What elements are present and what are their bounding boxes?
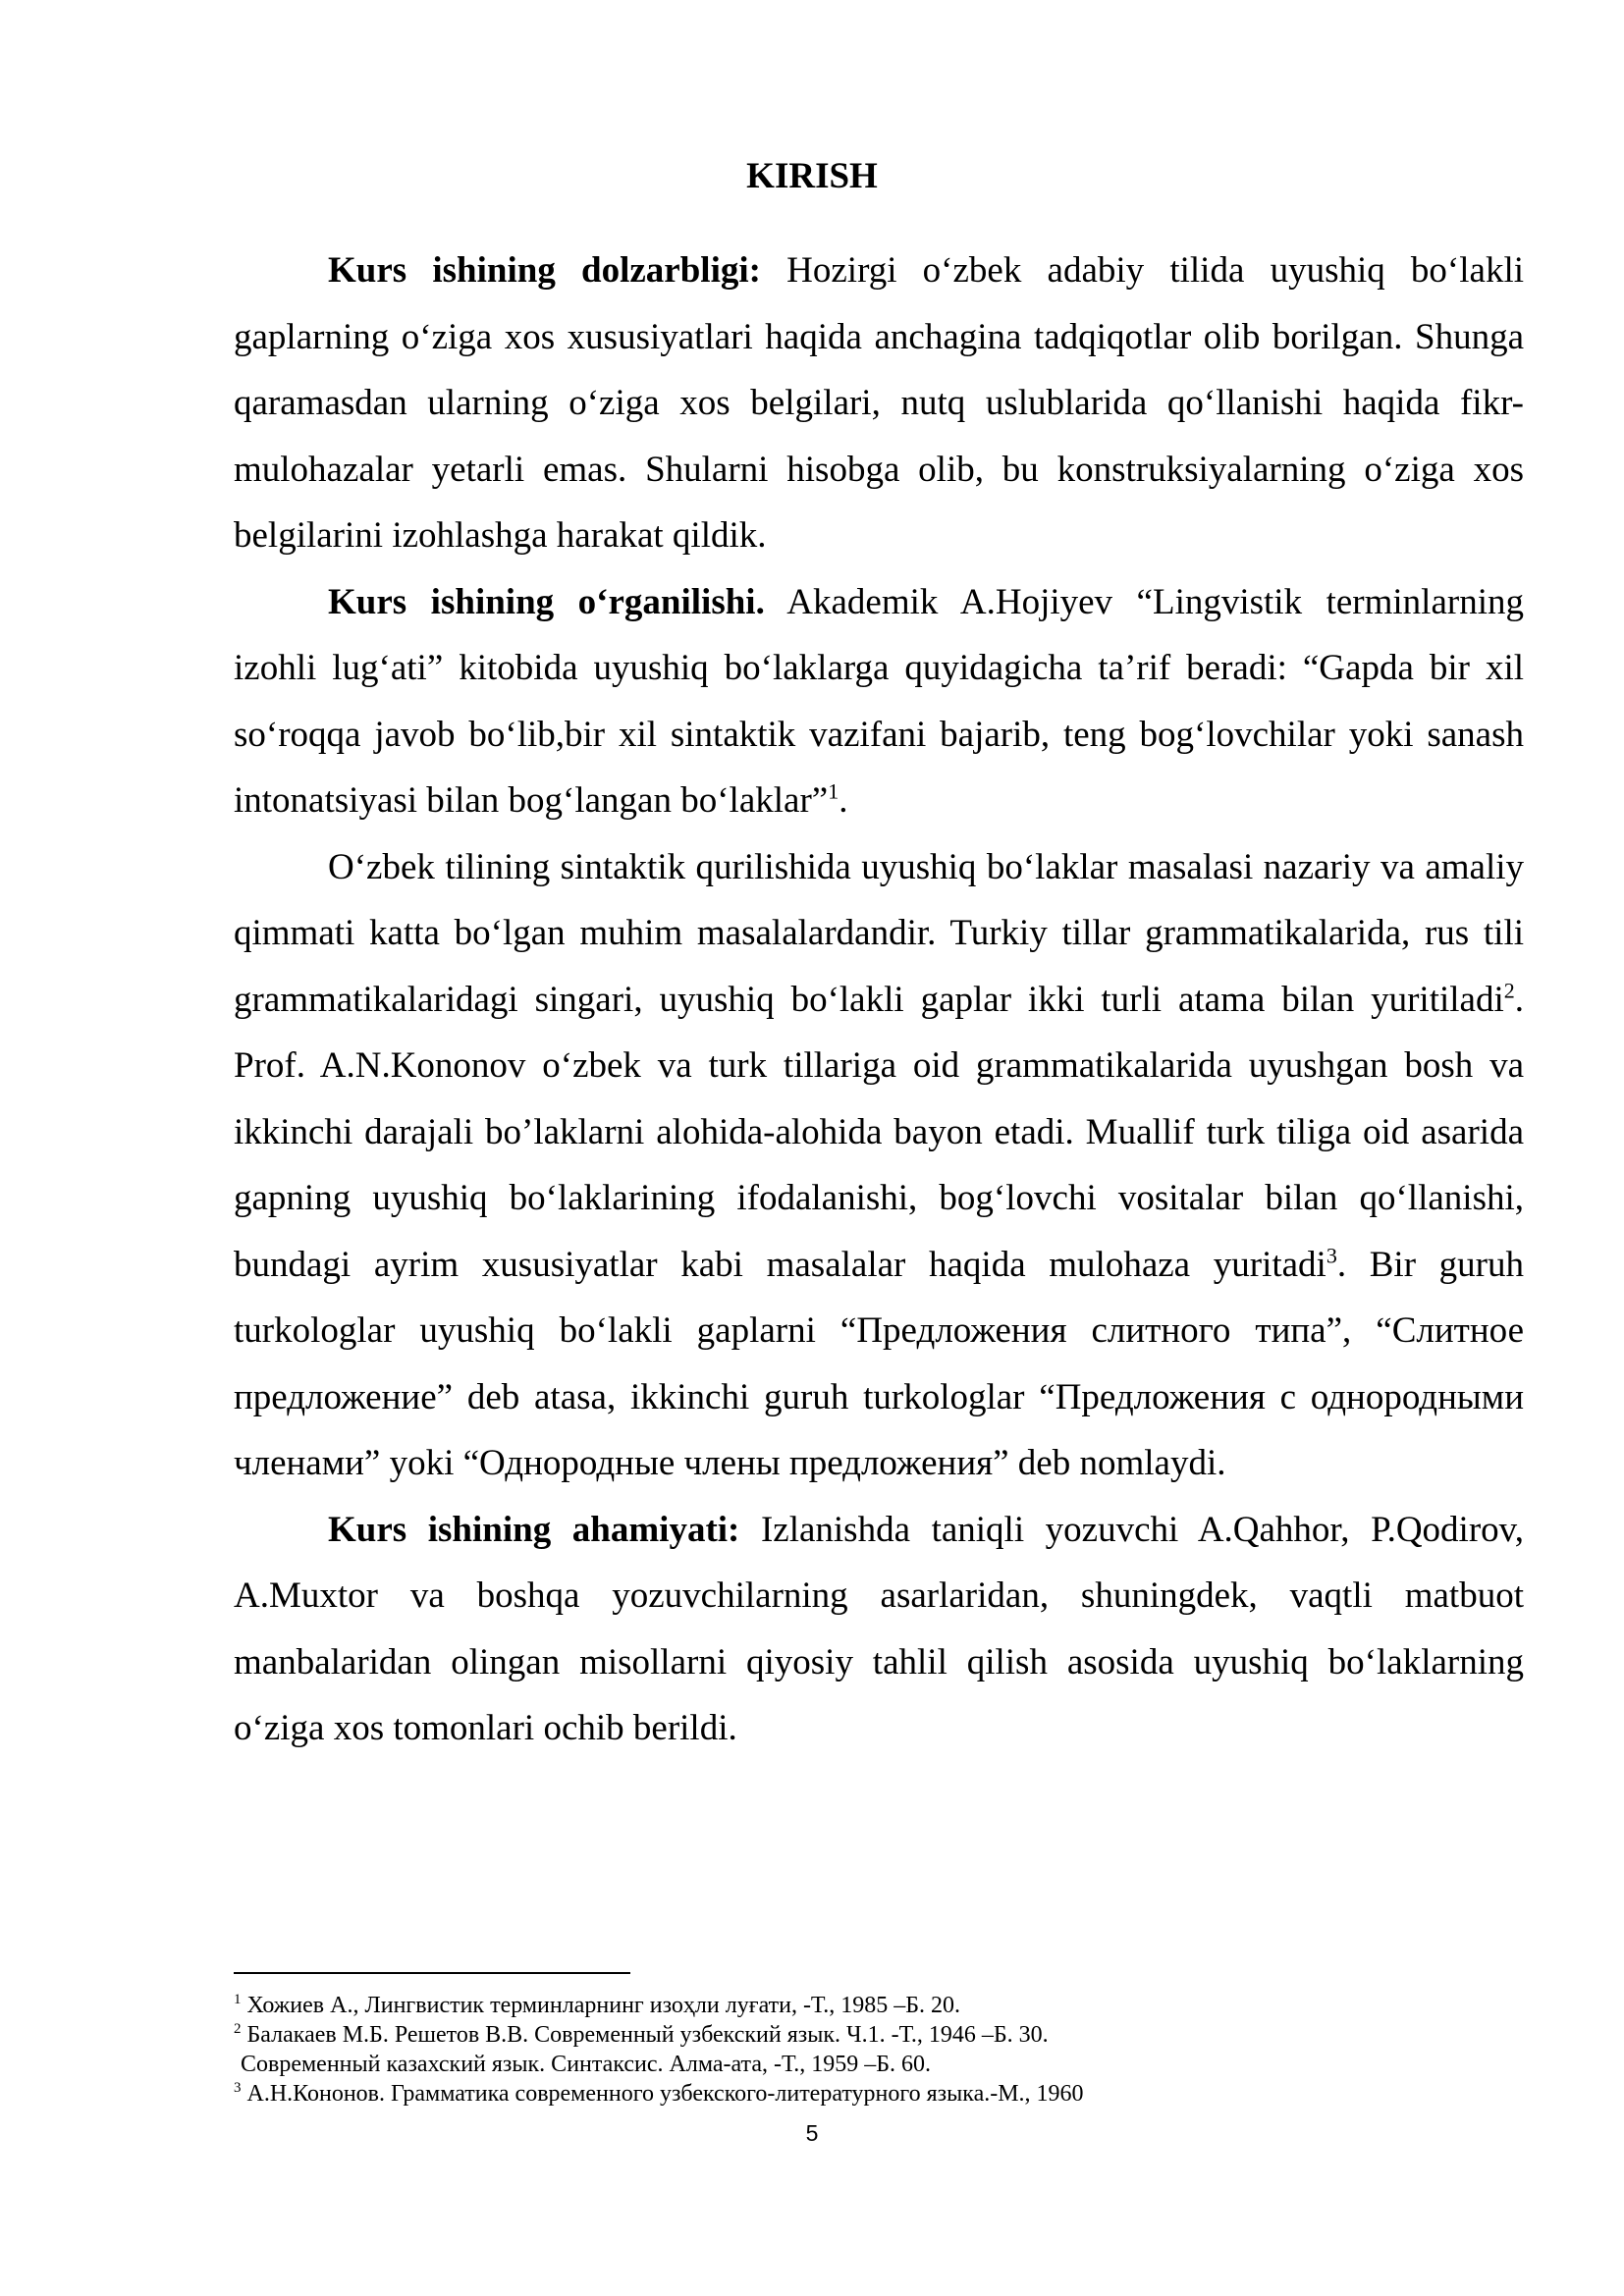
footnote-text: Хожиев А., Лингвистик терминларнинг изоҳли луғати, -Т., 1985 –Б. 20. — [241, 1993, 960, 2018]
footnote-number: 1 — [234, 1992, 242, 2007]
paragraph-text: . Bir guruh turkologlar uyushiq bo‘lakli gaplarni “Предложения слитного типа”, “Слитное предложение” deb atasa, ikkinchi guruh turkologlar “Предложения с однородными членами” yoki “Однородные члены предложения” deb nomlaydi. — [234, 1244, 1524, 1483]
paragraph-text: Akademik A.Hojiyev “Lingvistik terminlarning izohli lug‘ati” kitobida uyushiq bo‘laklarga quyidagicha ta’rif beradi: “Gapda bir xil so‘roqqa javob bo‘lib,bir xil sintaktik vazifani bajarib, teng bog‘lovchilar yoki sanash intonatsiyasi bilan bog‘langan bo‘laklar” — [234, 581, 1524, 821]
paragraph-lead: Kurs ishining ahamiyati: — [328, 1509, 740, 1550]
footnote-3 — [234, 2079, 1524, 2109]
paragraph-text: . — [839, 780, 848, 821]
footnote-text: Современный казахский язык. Синтаксис. Алма-ата, -Т., 1959 –Б. 60. — [241, 2052, 931, 2077]
footnote-2 — [234, 2020, 1524, 2050]
paragraph-text: Izlanishda taniqli yozuvchi A.Qahhor, P.Qodirov, A.Muxtor va boshqa yozuvchilarning asarlaridan, shuningdek, vaqtli matbuot manbalaridan olingan misollarni qiyosiy tahlil qilish asosida uyushiq bo‘laklarning o‘ziga xos tomonlari ochib berildi. — [234, 1509, 1524, 1748]
page-title: KIRISH — [746, 156, 878, 196]
paragraph-text: Hozirgi o‘zbek adabiy tilida uyushiq bo‘lakli gaplarning o‘ziga xos xususiyatlari haqida anchagina tadqiqotlar olib borilgan. Shunga qaramasdan ularning o‘ziga xos belgilari, nutq uslublarida qo‘llanishi haqida fikr-mulohazalar yetarli emas. Shularni hisobga olib, bu konstruksiyalarning o‘ziga xos belgilarini izohlashga harakat qildik. — [234, 250, 1525, 556]
footnote-number: 3 — [234, 2080, 242, 2096]
footnote-text: Балакаев М.Б. Решетов В.В. Современный узбекский язык. Ч.1. -Т., 1946 –Б. 30. — [241, 2022, 1049, 2048]
footnote-reference[interactable]: 3 — [1326, 1243, 1337, 1268]
page-number: 5 — [805, 2120, 819, 2146]
paragraph-syntax — [234, 834, 1524, 1497]
footnote-text: А.Н.Кононов. Грамматика современного узбекского-литературного языка.-М., 1960 — [241, 2081, 1084, 2107]
footnote-separator — [234, 1972, 630, 1974]
paragraph-text: O‘zbek tilining sintaktik qurilishida uyushiq bo‘laklar masalasi nazariy va amaliy qimmati katta bo‘lgan muhim masalalardandir. Turkiy tillar grammatikalarida, rus tili grammatikalaridagi singari, uyushiq bo‘lakli gaplar ikki turli atama bilan yuritiladi — [234, 846, 1524, 1020]
paragraph-relevance — [234, 238, 1524, 569]
footnote-reference[interactable]: 1 — [828, 778, 839, 804]
paragraph-text: . Prof. A.N.Kononov o‘zbek va turk tillariga oid grammatikalarida uyushgan bosh va ikkinchi darajali bo’laklarni alohida-alohida bayon etadi. Muallif turk tiliga oid asarida gapning uyushiq bo‘laklarining ifodalanishi, bog‘lovchi vositalar bilan qo‘llanishi, bundagi ayrim xususiyatlar kabi masalalar haqida mulohaza yuritadi — [234, 979, 1524, 1285]
paragraph-study — [234, 569, 1524, 834]
body-text — [234, 238, 1524, 1762]
paragraph-lead: Kurs ishining o‘rganilishi. — [328, 581, 765, 622]
footnotes — [234, 1991, 1524, 2109]
paragraph-lead: Kurs ishining dolzarbligi: — [328, 250, 761, 291]
footnote-1 — [234, 1991, 1524, 2020]
footnote-number: 2 — [234, 2021, 242, 2037]
footnote-2-continued — [234, 2050, 1524, 2079]
footnote-reference[interactable]: 2 — [1503, 978, 1515, 1003]
paragraph-importance — [234, 1497, 1524, 1762]
